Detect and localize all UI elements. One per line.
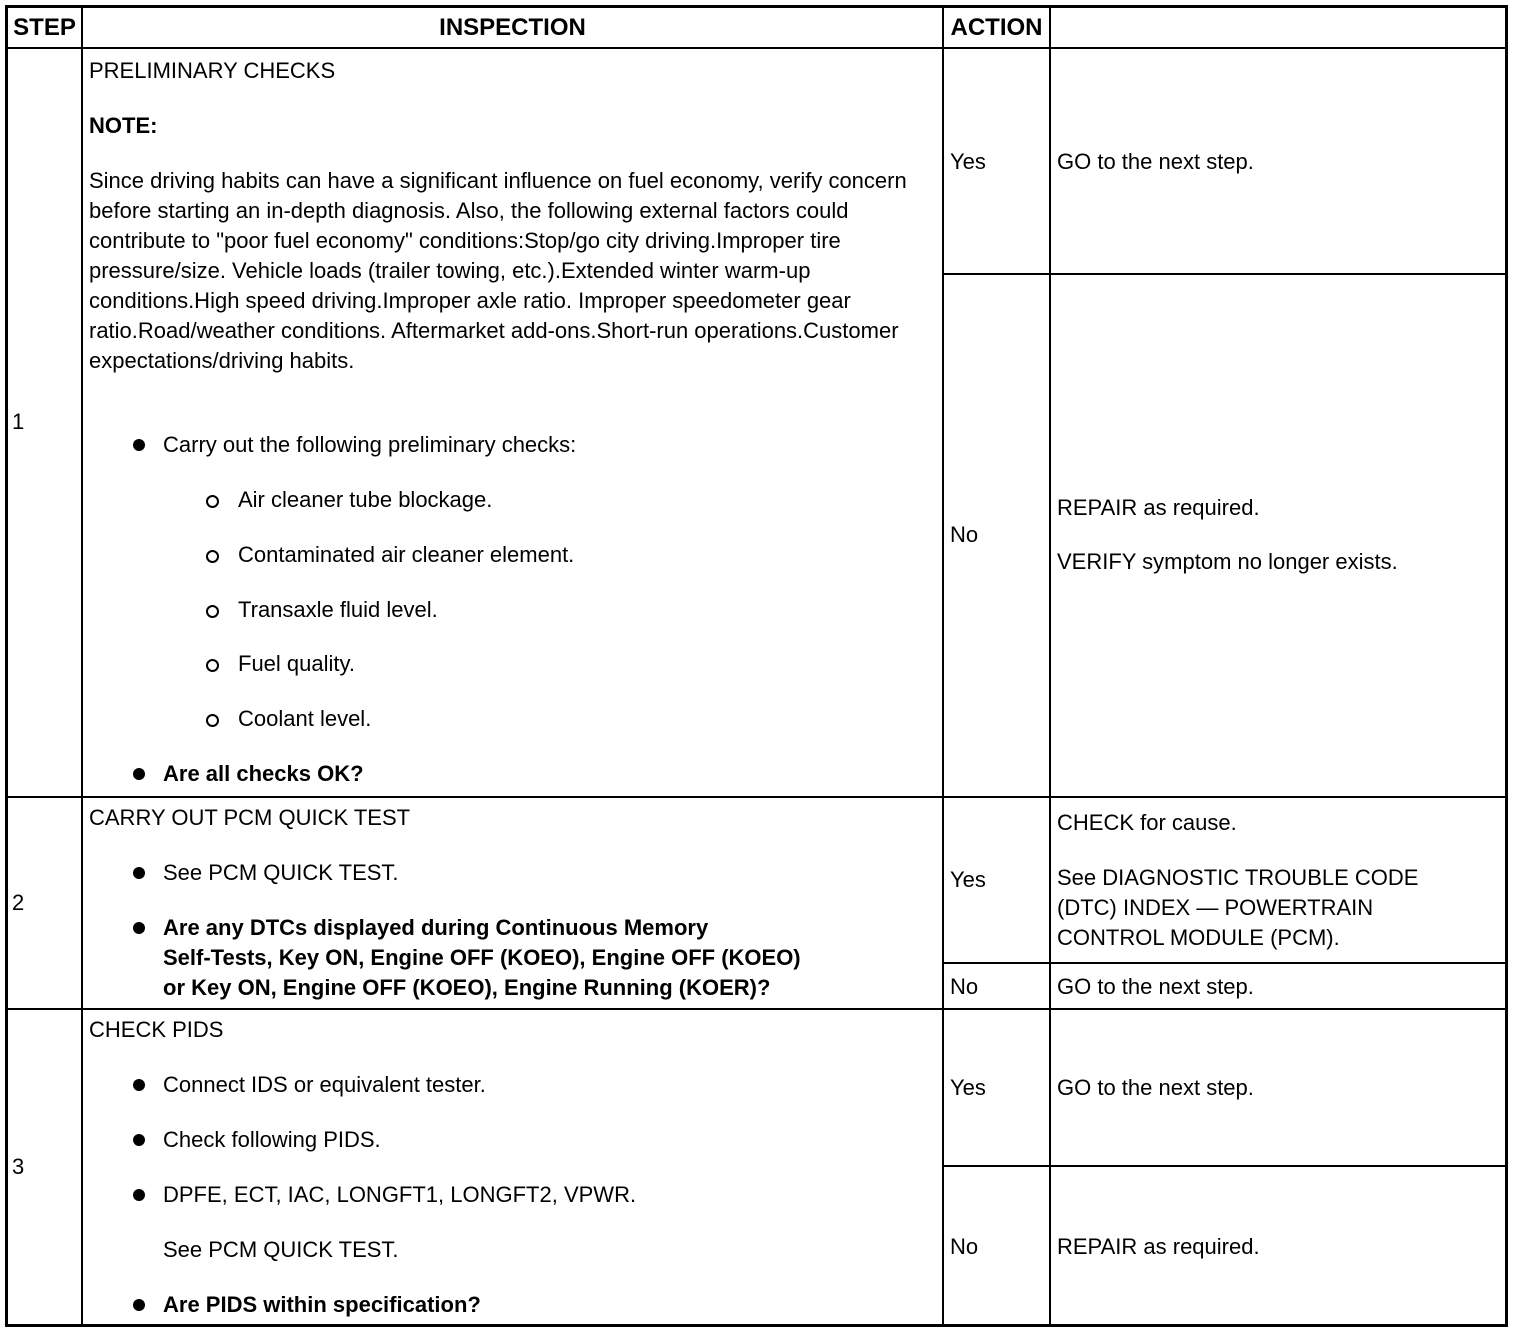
bullet-icon: [133, 768, 145, 780]
row3-yes-label: Yes: [950, 1075, 986, 1100]
sub-bullet-icon: [206, 550, 219, 563]
row1-step: 1: [12, 409, 25, 434]
row2-yes-action-1: CHECK for cause.: [1057, 810, 1237, 835]
row-divider-2-3: [5, 1008, 1508, 1010]
row1-no-label: No: [950, 522, 979, 547]
row2-title: CARRY OUT PCM QUICK TEST: [89, 805, 411, 830]
row2-question-line: or Key ON, Engine OFF (KOEO), Engine Running (KOER)?: [163, 975, 771, 1000]
row2-question-line: Are any DTCs displayed during Continuous Memory: [163, 915, 709, 940]
row1-note-text: Since driving habits can have a significant influence on fuel economy, verify concern before starting an in-depth diagnosis. Also, the following external factors could contribute to "poor fuel economy" conditions:Stop/go city driving.Improper tire pressure/size. Vehicle loads (trailer towing, etc.).Extended winter warm-up conditions.High speed driving.Improper axle ratio. Improper speedometer gear ratio.Road/weather conditions. Aftermarket add-ons.Short-run operations.Customer expectations/driving habits.: [89, 168, 907, 373]
table-border-top: [5, 5, 1508, 8]
row1-note-label: NOTE:: [89, 113, 158, 138]
sub-bullet-icon: [206, 714, 219, 727]
row2-step: 2: [12, 890, 25, 915]
bullet-icon: [133, 1079, 145, 1091]
row3-yes-action: GO to the next step.: [1057, 1075, 1254, 1100]
row1-title: PRELIMINARY CHECKS: [89, 58, 336, 83]
row2-yes-label: Yes: [950, 867, 986, 892]
row-divider-1-2: [5, 796, 1508, 798]
col-divider-inspection: [942, 5, 944, 1327]
row1-bullet-1: Carry out the following preliminary checks:: [163, 432, 577, 457]
sub-bullet-icon: [206, 495, 219, 508]
sub-bullet-icon: [206, 659, 219, 672]
bullet-icon: [133, 1299, 145, 1311]
table-border-right: [1505, 5, 1508, 1327]
col-divider-step: [81, 5, 83, 1327]
row1-subitem: Fuel quality.: [238, 651, 355, 676]
row3-no-action: REPAIR as required.: [1057, 1234, 1260, 1259]
row1-yes-label: Yes: [950, 149, 986, 174]
bullet-icon: [133, 1134, 145, 1146]
row3-question: Are PIDS within specification?: [163, 1292, 481, 1317]
row1-yes-no-divider: [942, 273, 1508, 275]
row3-yes-no-divider: [942, 1165, 1508, 1167]
row1-subitem: Transaxle fluid level.: [238, 597, 438, 622]
bullet-icon: [133, 1189, 145, 1201]
row1-subitem: Air cleaner tube blockage.: [238, 487, 493, 512]
row1-no-action-1: REPAIR as required.: [1057, 495, 1260, 520]
row3-bullet-3-sub: See PCM QUICK TEST.: [163, 1237, 399, 1262]
row3-bullet-2: Check following PIDS.: [163, 1127, 381, 1152]
row2-question-line: Self-Tests, Key ON, Engine OFF (KOEO), Engine OFF (KOEO): [163, 945, 801, 970]
row1-yes-action: GO to the next step.: [1057, 149, 1254, 174]
col-divider-action: [1049, 5, 1051, 1327]
header-inspection: INSPECTION: [439, 14, 586, 41]
header-step: STEP: [13, 14, 76, 41]
row2-no-action: GO to the next step.: [1057, 974, 1254, 999]
row2-yes-no-divider: [942, 962, 1508, 964]
row2-yes-action-line: See DIAGNOSTIC TROUBLE CODE: [1057, 865, 1419, 890]
row3-bullet-3: DPFE, ECT, IAC, LONGFT1, LONGFT2, VPWR.: [163, 1182, 637, 1207]
row2-no-label: No: [950, 974, 979, 999]
row1-no-action-2: VERIFY symptom no longer exists.: [1057, 549, 1398, 574]
row3-no-label: No: [950, 1234, 979, 1259]
row2-yes-action-line: (DTC) INDEX — POWERTRAIN: [1057, 895, 1374, 920]
table-border-left: [5, 5, 8, 1327]
row1-subitem: Coolant level.: [238, 706, 372, 731]
table-border-bottom: [5, 1324, 1508, 1327]
bullet-icon: [133, 867, 145, 879]
row3-step: 3: [12, 1154, 25, 1179]
row1-subitem: Contaminated air cleaner element.: [238, 542, 575, 567]
row1-question: Are all checks OK?: [163, 761, 364, 786]
row3-title: CHECK PIDS: [89, 1017, 224, 1042]
bullet-icon: [133, 439, 145, 451]
bullet-icon: [133, 922, 145, 934]
row2-bullet-1: See PCM QUICK TEST.: [163, 860, 399, 885]
header-divider: [5, 47, 1508, 49]
sub-bullet-icon: [206, 605, 219, 618]
row3-bullet-1: Connect IDS or equivalent tester.: [163, 1072, 486, 1097]
header-action: ACTION: [950, 14, 1043, 41]
row2-yes-action-line: CONTROL MODULE (PCM).: [1057, 925, 1340, 950]
